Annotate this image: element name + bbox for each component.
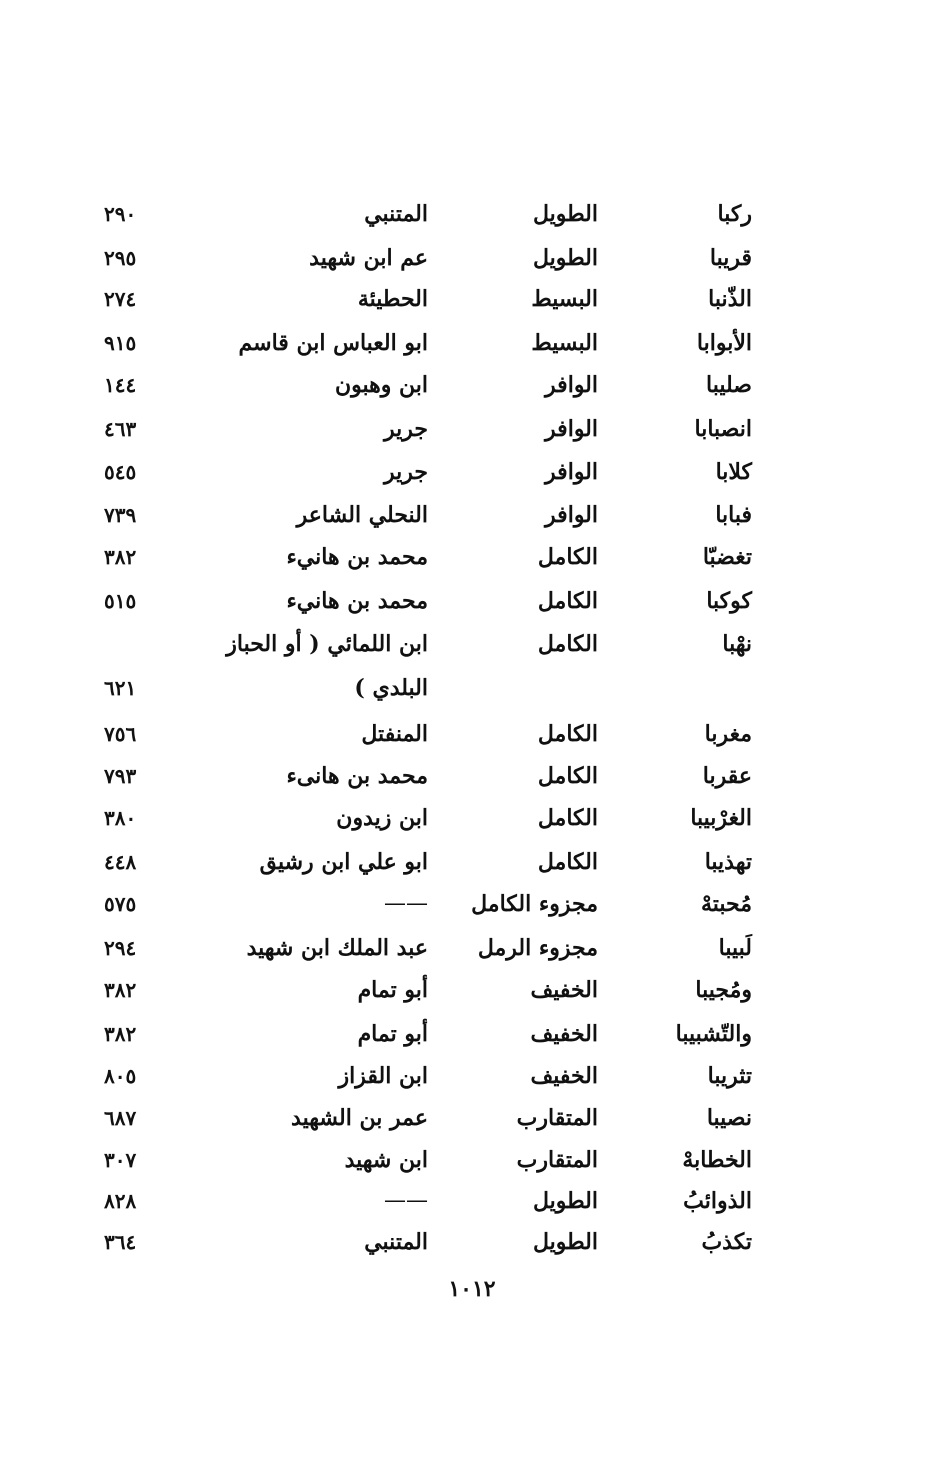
- page-reference: ٢٩٤: [104, 936, 137, 960]
- rhyme-word: الخطابهْ: [682, 1147, 752, 1173]
- meter-name: الوافر: [545, 372, 598, 398]
- poet-name: محمد بن هانىء: [286, 763, 428, 789]
- rhyme-word: انصبابا: [694, 416, 752, 442]
- page-reference: ٥١٥: [104, 589, 137, 613]
- page-reference: ٢٧٤: [104, 287, 137, 311]
- meter-name: الخفيف: [530, 1063, 598, 1089]
- meter-name: مجزوء الكامل: [471, 891, 598, 917]
- poet-name: جرير: [384, 416, 428, 442]
- page-reference: ٨٢٨: [104, 1189, 137, 1213]
- rhyme-word: الغرْبيبا: [690, 805, 752, 831]
- meter-name: الوافر: [545, 459, 598, 485]
- page-reference: ٣٦٤: [104, 1230, 137, 1254]
- index-row: [0, 712, 944, 756]
- rhyme-word: الذّنبا: [708, 286, 752, 312]
- rhyme-word: صليبا: [706, 372, 752, 398]
- poet-name: محمد بن هانيء: [286, 544, 428, 570]
- index-row: [0, 407, 944, 451]
- index-row: [0, 622, 944, 666]
- page-reference: ١٤٤: [104, 373, 137, 397]
- poet-name: ابو علي ابن رشيق: [259, 849, 428, 875]
- meter-name: الكامل: [537, 805, 598, 831]
- page-reference: ٣٨٢: [104, 978, 137, 1002]
- page-number: ١٠١٢: [448, 1276, 496, 1302]
- page-reference: ٧٣٩: [104, 503, 137, 527]
- poet-name: ابن زيدون: [336, 805, 428, 831]
- index-row: [0, 493, 944, 537]
- page-reference: ٨٠٥: [104, 1064, 137, 1088]
- rhyme-word: ركبا: [717, 201, 752, 227]
- poet-name: ابن القزاز: [338, 1063, 428, 1089]
- page-reference: ٢٩٥: [104, 246, 137, 270]
- meter-name: الطويل: [532, 1188, 598, 1214]
- index-row: [0, 968, 944, 1012]
- poet-name: جرير: [384, 459, 428, 485]
- meter-name: مجزوء الرمل: [477, 935, 598, 961]
- page-reference: ٧٩٣: [104, 764, 137, 788]
- poet-name: المنفتل: [361, 721, 428, 747]
- meter-name: الطويل: [532, 1229, 598, 1255]
- poet-name: الحطيئة: [357, 286, 428, 312]
- index-row: [0, 840, 944, 884]
- poet-name: عمر بن الشهيد: [291, 1105, 428, 1131]
- meter-name: الكامل: [537, 631, 598, 657]
- rhyme-word: قريبا: [709, 245, 752, 271]
- rhyme-word: تكذبُ: [701, 1229, 752, 1255]
- page-reference: ٣٠٧: [104, 1148, 137, 1172]
- poet-name: المتنبي: [364, 1229, 428, 1255]
- meter-name: البسيط: [531, 286, 598, 312]
- rhyme-word: مغربا: [704, 721, 752, 747]
- poet-name: المتنبي: [364, 201, 428, 227]
- index-row: [0, 535, 944, 579]
- index-row: [0, 796, 944, 840]
- page-reference: ٥٤٥: [104, 460, 137, 484]
- meter-name: الخفيف: [530, 977, 598, 1003]
- page-reference: ٤٦٣: [104, 417, 137, 441]
- page-reference: ٥٧٥: [104, 892, 137, 916]
- meter-name: الكامل: [537, 849, 598, 875]
- rhyme-word: تثريبا: [707, 1063, 752, 1089]
- index-row: [0, 321, 944, 365]
- poet-name: عبد الملك ابن شهيد: [246, 935, 428, 961]
- rhyme-word: نصيبا: [706, 1105, 752, 1131]
- page-reference: ٦٨٧: [104, 1106, 137, 1130]
- meter-name: الكامل: [537, 763, 598, 789]
- rhyme-word: والتّشبيبا: [675, 1021, 752, 1047]
- rhyme-word: ومُجيبا: [695, 977, 752, 1003]
- poet-name: أبو تمام: [357, 977, 428, 1003]
- rhyme-word: الأبوابا: [696, 330, 752, 356]
- poet-name: أبو تمام: [357, 1021, 428, 1047]
- rhyme-word: كلابا: [715, 459, 752, 485]
- poet-name: عم ابن شهيد: [309, 245, 428, 271]
- rhyme-word: مُحبتهْ: [700, 891, 752, 917]
- page-reference: ٩١٥: [104, 331, 137, 355]
- index-row: [0, 236, 944, 280]
- index-row: [0, 579, 944, 623]
- meter-name: الطويل: [532, 201, 598, 227]
- meter-name: الكامل: [537, 544, 598, 570]
- poet-name: محمد بن هانيء: [286, 588, 428, 614]
- rhyme-word: عقربا: [702, 763, 752, 789]
- poet-name: ابن اللمائي ( أو الحباز: [226, 631, 428, 657]
- index-row: [0, 192, 944, 236]
- meter-name: الخفيف: [530, 1021, 598, 1047]
- rhyme-word: كوكبا: [706, 588, 752, 614]
- poet-name: ابن وهبون: [334, 372, 428, 398]
- index-row: [0, 363, 944, 407]
- index-row: [0, 1054, 944, 1098]
- page-reference: ٣٨٠: [104, 806, 137, 830]
- index-row: [0, 882, 944, 926]
- rhyme-word: نهْبا: [722, 631, 752, 657]
- page-reference: ٦٢١: [104, 676, 137, 700]
- meter-name: الكامل: [537, 721, 598, 747]
- page-reference: ٢٩٠: [104, 202, 137, 226]
- index-row: [0, 1220, 944, 1264]
- index-row: [0, 754, 944, 798]
- poet-name: البلدي ): [354, 675, 428, 701]
- rhyme-word: فبابا: [715, 502, 752, 528]
- rhyme-word: الذوائبُ: [683, 1188, 752, 1214]
- index-row: [0, 277, 944, 321]
- page-reference: ٤٤٨: [104, 850, 137, 874]
- rhyme-word: لَبيبا: [718, 935, 752, 961]
- meter-name: الكامل: [537, 588, 598, 614]
- poet-name: ابن شهيد: [344, 1147, 428, 1173]
- index-row: [0, 926, 944, 970]
- index-row: [0, 666, 944, 710]
- meter-name: المتقارب: [516, 1105, 598, 1131]
- rhyme-word: تهذيبا: [704, 849, 752, 875]
- meter-name: البسيط: [531, 330, 598, 356]
- meter-name: المتقارب: [516, 1147, 598, 1173]
- poet-name: النحلي الشاعر: [296, 502, 428, 528]
- poet-name: ——: [384, 891, 428, 916]
- meter-name: الطويل: [532, 245, 598, 271]
- index-row: [0, 1012, 944, 1056]
- index-row: [0, 450, 944, 494]
- index-row: [0, 1138, 944, 1182]
- rhyme-word: تغضبّا: [702, 544, 752, 570]
- poet-name: ابو العباس ابن قاسم: [238, 330, 428, 356]
- meter-name: الوافر: [545, 502, 598, 528]
- index-row: [0, 1096, 944, 1140]
- page-reference: ٣٨٢: [104, 1022, 137, 1046]
- meter-name: الوافر: [545, 416, 598, 442]
- poet-name: ——: [384, 1188, 428, 1213]
- page-reference: ٧٥٦: [104, 722, 137, 746]
- index-row: [0, 1179, 944, 1223]
- page-reference: ٣٨٢: [104, 545, 137, 569]
